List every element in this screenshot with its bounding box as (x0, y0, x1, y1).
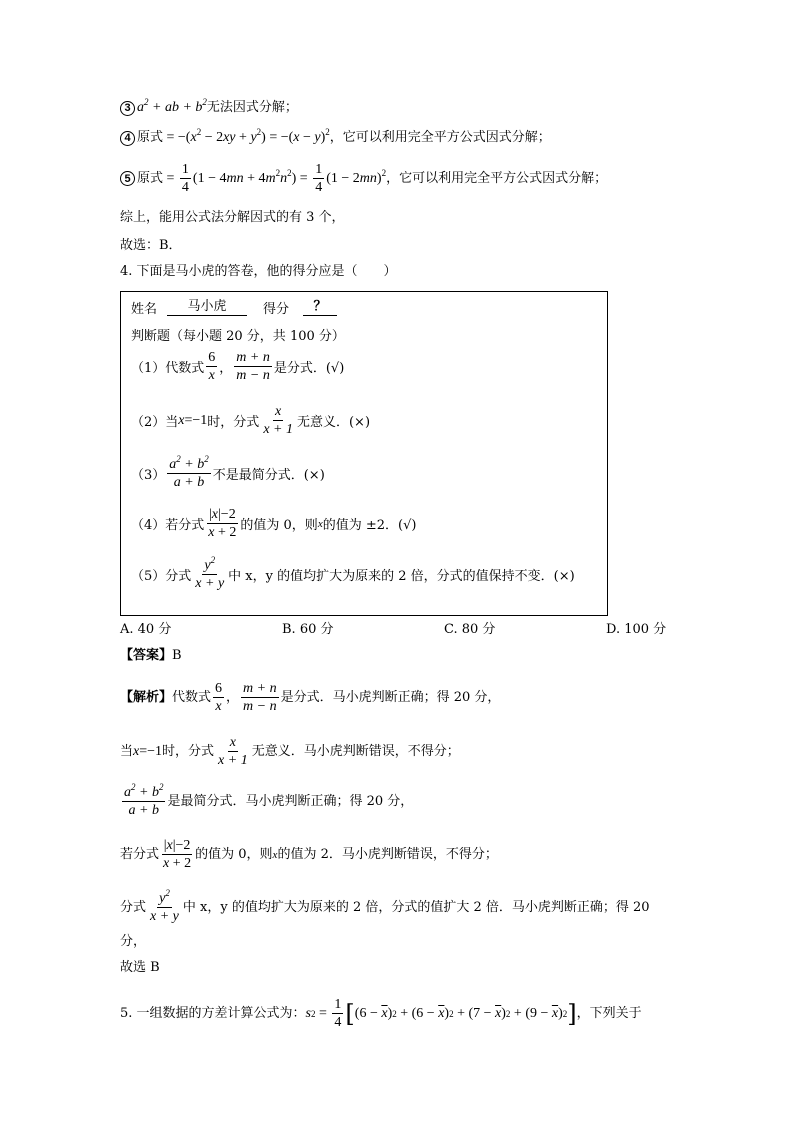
expr-x-eq-neg1: x=−1 (178, 412, 208, 428)
analysis-2-pre: 当 (120, 743, 134, 759)
expr-item-4: = $-(x^2 - 2xy + y^2) = -(x - y)^2$ (163, 127, 330, 145)
analysis-5-post: 中 x，y 的值均扩大为原来的 2 倍，分式的值扩大 2 倍．马小虎判断正确；得 20 (182, 899, 650, 915)
fraction-quarter-2: $\frac{1}{4}$ (315, 162, 323, 195)
option-a[interactable]: A. 40 分 (120, 622, 172, 637)
fraction-absx-2-2: $\frac{|x|-2}{x + 2}$ (163, 838, 192, 871)
fraction-mn-2: $\frac{m + n}{m - n}$ (243, 681, 277, 714)
answer-line (120, 647, 182, 665)
fraction-6-x: $\frac{6}{x}$ (208, 350, 216, 383)
analysis-line-5-cont (120, 933, 146, 951)
analysis-4-pre: 若分式 (120, 846, 160, 862)
analysis-2-post: 无意义．马小虎判断错误，不得分； (251, 743, 460, 759)
question-5-pre: 5. 一组数据的方差计算公式为： (120, 1005, 306, 1021)
item-5-text: ，它可以利用完全平方公式因式分解； (386, 170, 608, 186)
fraction-6-x-2: $\frac{6}{x}$ (215, 681, 223, 714)
score-label: 得分 (263, 302, 290, 317)
sheet-item-4-post: 的值为 ±2．(√) (322, 518, 417, 533)
analysis-1-pre: 代数式 (172, 689, 212, 705)
expr-item-5a: $(1 - 4mn + 4m^2n^2)$ = (192, 167, 312, 186)
fraction-a2b2-ab: $\frac{a^2 + b^2}{a + b}$ (169, 454, 209, 490)
sheet-header-text: 判断题（每小题 20 分，共 100 分） (131, 329, 345, 344)
analysis-1-post: 是分式．马小虎判断正确；得 20 分， (280, 689, 501, 705)
item-4-text: ，它可以利用完全平方公式因式分解； (329, 130, 551, 145)
sheet-item-4: （4）若分式 $\frac{|x|-2}{x + 2}$ 的值为 0，则 x 的值为 ±2．(√) (131, 507, 417, 540)
question-5-post: ，下列关于 (576, 1005, 642, 1021)
expr-variance: s 2 = $\frac{1}{4}$ [ (6 − $\overline{x}$ ) 2 + (6 − $\overline{x}$ ) 2 + (7 − $\overline{x}$ ) 2 + (9 − $\overline{x}$ ) 2 ] (305, 997, 577, 1030)
question-5 (120, 997, 642, 1030)
fraction-mn: $\frac{m + n}{m - n}$ (236, 350, 270, 383)
name-label: 姓名 (131, 302, 158, 317)
summary-text: 综上，能用公式法分解因式的有 3 个， (120, 210, 345, 225)
expr-item-5b: $(1 - 2mn)^2$ (326, 167, 387, 186)
analysis-4-mid: 的值为 0，则 (195, 846, 273, 862)
sheet-item-4-mid: 的值为 0，则 (240, 518, 318, 533)
item-5-label: 原式 (137, 170, 164, 186)
sheet-item-1-post: 是分式．(√) (273, 361, 345, 376)
fraction-y2-xy-2: $\frac{y^2}{x + y}$ (150, 888, 179, 924)
sheet-item-1-pre: （1）代数式 (131, 361, 205, 376)
analysis-line-2 (120, 735, 460, 768)
sheet-item-5 (131, 555, 575, 591)
option-c[interactable]: C. 80 分 (444, 622, 496, 637)
line-item-5: 5 原式 = $\frac{1}{4}$ $(1 - 4mn + 4m^2n^2)$ = $\frac{1}{4}$ $(1 - 2mn)^2$ ，它可以利用完全平方公式因式分解； (120, 162, 607, 195)
expr-a2-ab-b2: $a^2$ + ab + $b^2$ (137, 97, 207, 115)
sheet-item-3-post: 不是最简分式．(×) (212, 468, 325, 483)
question-4-text: 4. 下面是马小虎的答卷，他的得分应是（ ） (120, 264, 397, 279)
fraction-x-x1-2: $\frac{x}{x + 1}$ (218, 735, 248, 768)
fraction-x-x1: $\frac{x}{x + 1}$ (263, 404, 293, 437)
choose-text-2: 故选 B (120, 960, 160, 975)
sheet-item-2-mid: 时，分式 (207, 415, 260, 430)
fraction-y2-xy: $\frac{y^2}{x + y}$ (195, 555, 225, 591)
summary-line (120, 209, 345, 227)
option-d[interactable]: D. 100 分 (606, 622, 667, 637)
circled-3: 3 (120, 101, 135, 116)
name-value: 马小虎 (167, 299, 247, 316)
sheet-item-4-pre: （4）若分式 (131, 518, 205, 533)
choose-line-2 (120, 959, 160, 977)
sheet-item-2-pre: （2）当 (131, 415, 179, 430)
item-4-label: 原式 (137, 130, 164, 145)
sheet-header (131, 325, 345, 344)
analysis-3-post: 是最简分式．马小虎判断正确；得 20 分， (167, 793, 414, 809)
fraction-quarter: $\frac{1}{4}$ (181, 162, 189, 195)
analysis-2-mid: 时，分式 (162, 743, 215, 759)
choose-text-1: 故选：B． (120, 238, 182, 253)
analysis-line-4: 若分式 $\frac{|x|-2}{x + 2}$ 的值为 0，则 x 的值为 2．马小虎判断错误，不得分； (120, 838, 498, 871)
answer-value: B (172, 648, 182, 663)
fraction-a2b2-ab-2: $\frac{a^2 + b^2}{a + b}$ (124, 782, 164, 818)
sheet-item-1: （1）代数式 $\frac{6}{x}$ ， $\frac{m + n}{m - n}$ 是分式．(√) (131, 350, 345, 383)
score-value: ？ (303, 299, 337, 316)
question-4 (120, 263, 397, 281)
name-score-row (131, 298, 337, 317)
sheet-item-2-post: 无意义．(×) (296, 415, 371, 430)
analysis-line-5 (120, 888, 650, 924)
analysis-line-3 (120, 782, 414, 818)
line-item-4 (120, 129, 551, 147)
analysis-label: 【解析】 (120, 689, 173, 705)
answer-sheet-box (120, 291, 608, 616)
expr-x-eq-neg1-2: x=−1 (133, 743, 163, 759)
line-item-3 (120, 99, 298, 117)
answer-label: 【答案】 (120, 648, 173, 663)
option-b[interactable]: B. 60 分 (282, 622, 334, 637)
analysis-5-pre: 分式 (120, 899, 147, 915)
sheet-item-3 (131, 454, 325, 490)
analysis-line-1: 【解析】 代数式 $\frac{6}{x}$ ， $\frac{m + n}{m - n}$ 是分式．马小虎判断正确；得 20 分， (120, 681, 501, 714)
sheet-item-2 (131, 404, 370, 437)
analysis-4-post: 的值为 2．马小虎判断错误，不得分； (277, 846, 498, 862)
sheet-item-5-pre: （5）分式 (131, 569, 192, 584)
choose-line-1 (120, 237, 182, 255)
sheet-item-5-post: 中 x，y 的值均扩大为原来的 2 倍，分式的值保持不变．(×) (228, 569, 575, 584)
circled-4: 4 (120, 131, 135, 146)
fraction-absx-2: $\frac{|x|-2}{x + 2}$ (208, 507, 237, 540)
analysis-5-cont: 分， (120, 934, 147, 949)
sheet-item-3-pre: （3） (131, 468, 166, 483)
circled-5: 5 (120, 171, 135, 186)
item-3-text: 无法因式分解； (206, 100, 298, 115)
